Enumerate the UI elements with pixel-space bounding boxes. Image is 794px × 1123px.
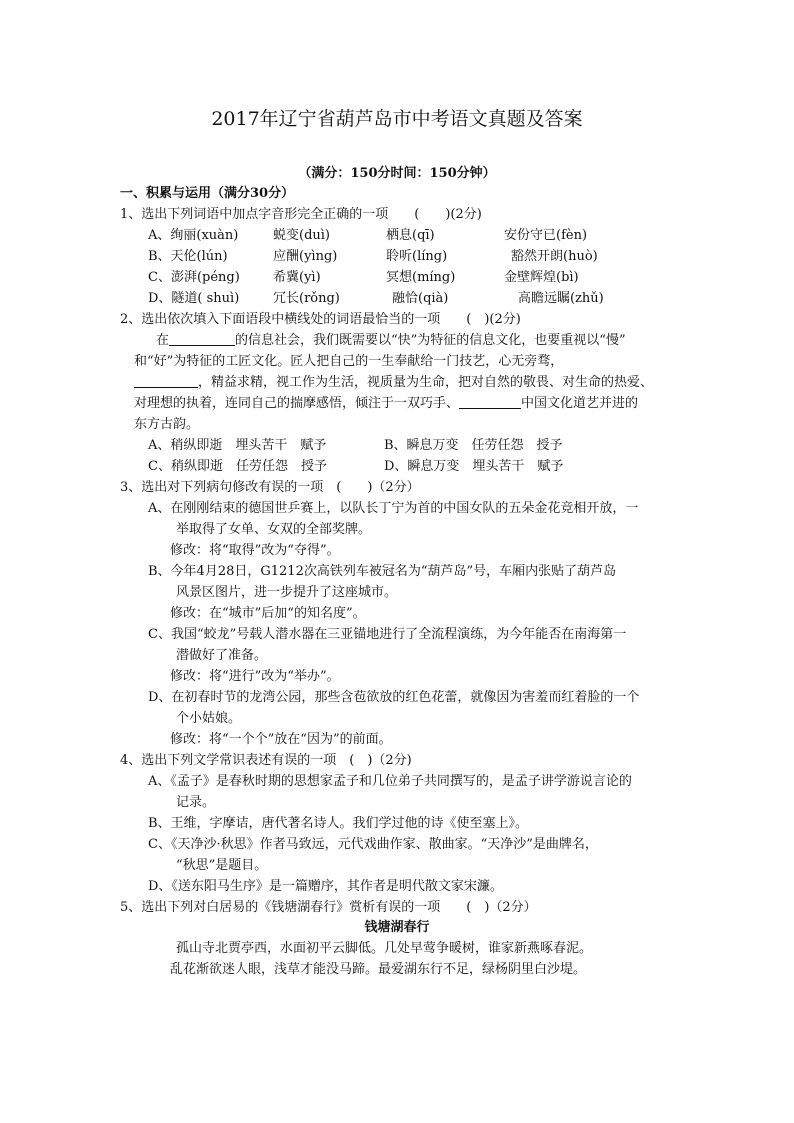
q2-option-d: D、瞬息万变 埋头苦干 赋予 [384,459,564,474]
question-4-stem: 4、选出下列文学常识表述有误的一项 ( )（2分) [120,753,412,768]
q1-option-d-4: 高瞻远瞩(zhǔ) [518,291,604,306]
q1-option-a-1: A、绚丽(xuàn) [148,228,239,243]
poem-line-2: 乱花渐欲迷人眼，浅草才能没马蹄。最爱湖东行不足，绿杨阴里白沙堤。 [170,962,587,977]
q4-option-c-line-1: C、《天净沙·秋思》作者马致远，元代戏曲作家、散曲家。“天净沙”是曲牌名， [148,837,598,852]
question-5-stem: 5、选出下列对白居易的《钱塘湖春行》赏析有误的一项 ( )（2分） [120,900,537,915]
q1-option-c-4: 金壁辉煌(bì) [504,270,579,285]
q1-option-a-3: 栖息(qī) [386,228,435,243]
question-2-stem: 2、选出依次填入下面语段中横线处的词语最恰当的一项 ( )(2分) [120,312,521,327]
q4-option-a-line-1: A、《孟子》是春秋时期的思想家孟子和几位弟子共同撰写的，是孟子讲学游说言论的 [148,774,632,789]
q3-option-b-revision: 修改：在“城市”后加“的知名度”。 [170,606,366,621]
q3-option-b-line-1: B、今年4月28日，G1212次高铁列车被冠名为“葫芦岛”号，车厢内张贴了葫芦岛 [148,564,617,579]
q3-option-d-revision: 修改：将“一个个”放在“因为”的前面。 [170,732,392,747]
q3-option-a-line-1: A、在刚刚结束的德国世乒赛上，以队长丁宁为首的中国女队的五朵金花竞相开放，一 [148,501,639,516]
q1-option-d-1: D、隧道( shuì) [148,291,240,306]
q4-option-a-line-2: 记录。 [176,795,216,810]
q1-option-b-3: 聆听(líng) [386,249,448,264]
q4-option-b: B、王维，字摩诘，唐代著名诗人。我们学过他的诗《使至塞上》。 [148,816,529,831]
q3-option-c-line-2: 潜做好了准备。 [176,648,268,663]
q1-option-d-2: 冗长(rǒng) [273,291,340,306]
q1-option-c-3: 冥想(míng) [386,270,456,285]
q2-passage-line-5: 东方古韵。 [134,417,200,432]
blank-1 [169,331,235,346]
score-line: （满分：150分时间：150分钟） [298,166,496,181]
q2-option-b: B、瞬息万变 任劳任怨 授予 [384,438,563,453]
q1-option-b-4: 豁然开朗(huò) [511,249,598,264]
section-heading: 一、积累与运用（满分30分） [120,186,295,201]
question-3-stem: 3、选出对下列病句修改有误的一项 ( )（2分） [120,480,420,495]
q1-option-a-4: 安份守已(fèn) [504,228,588,243]
page-title: 2017年辽宁省葫芦岛市中考语文真题及答案 [211,108,583,130]
q3-option-c-revision: 修改：将“进行”改为“举办”。 [170,669,340,684]
q3-option-b-line-2: 风景区图片，进一步提升了这座城市。 [176,585,398,600]
q1-option-c-1: C、澎湃(péng) [148,270,240,285]
q2-passage-line-1: 在 的信息社会，我们既需要以“快”为特征的信息文化，也要重视以“慢” [156,333,626,348]
poem-title: 钱塘湖春行 [364,920,430,935]
q1-option-b-2: 应酬(yìng) [273,249,338,264]
q4-option-d: D、《送东阳马生序》是一篇赠序，其作者是明代散文家宋濂。 [148,879,503,894]
q2-option-a: A、稍纵即逝 埋头苦干 赋予 [148,438,327,453]
q3-option-a-line-2: 举取得了女单、女双的全部奖牌。 [176,522,372,537]
q1-option-a-2: 蜕变(duì) [273,228,330,243]
q3-option-d-line-2: 个小姑娘。 [176,711,242,726]
q1-option-d-3: 融恰(qià) [392,291,449,306]
q2-passage-line-3: ，精益求精，视工作为生活，视质量为生命，把对自然的敬畏、对生命的热爱、 [134,373,653,393]
q3-option-d-line-1: D、在初春时节的龙湾公园，那些含苞欲放的红色花蕾，就像因为害羞而红着脸的一个 [148,690,640,705]
q1-option-c-2: 希冀(yì) [273,270,321,285]
q2-passage-line-2: 和“好”为特征的工匠文化。匠人把自己的一生奉献给一门技艺，心无旁骛， [134,354,564,369]
q2-passage-line-4: 对理想的执着，连同自己的揣摩感悟，倾注于一双巧手、 中国文化道艺并进的 [134,396,639,411]
q1-option-b-1: B、天伦(lún) [148,249,228,264]
q2-option-c: C、稍纵即逝 任劳任怨 授予 [148,459,327,474]
q3-option-a-revision: 修改：将“取得”改为“夺得”。 [170,543,340,558]
q3-option-c-line-1: C、我国“蛟龙”号载人潜水器在三亚锚地进行了全流程演练，为今年能否在南海第一 [148,627,627,642]
q4-option-c-line-2: “秋思”是题目。 [176,858,268,873]
poem-line-1: 孤山寺北贾亭西，水面初平云脚低。几处早莺争暖树，谁家新燕啄春泥。 [176,941,593,956]
blank-3 [459,394,521,409]
blank-2 [134,373,198,388]
question-1-stem: 1、选出下列词语中加点字音形完全正确的一项 ( )(2分) [120,207,482,222]
